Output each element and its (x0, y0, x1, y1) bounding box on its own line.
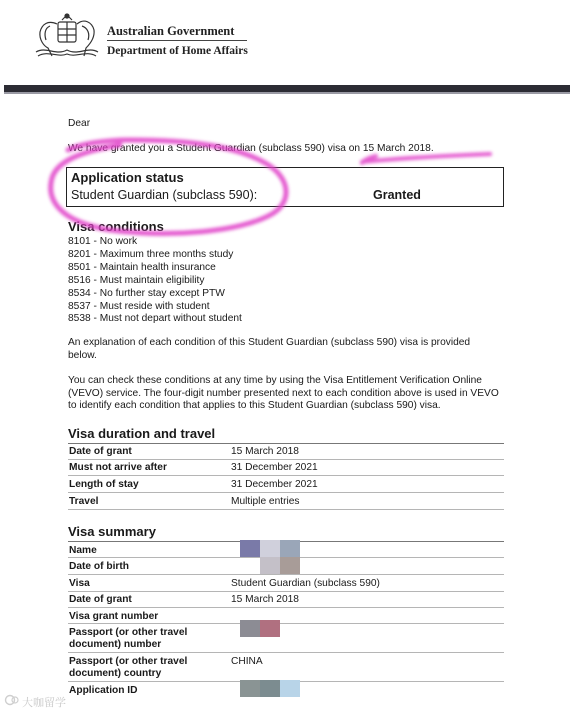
row-label: Visa (69, 578, 90, 589)
row-divider (68, 591, 504, 592)
visa-conditions-list (68, 236, 242, 326)
condition-item: 8534 - No further stay except PTW (68, 287, 225, 299)
header-band-shadow (4, 92, 570, 94)
greeting: Dear (68, 118, 91, 129)
application-status-title: Application status (71, 170, 184, 185)
row-divider (68, 475, 504, 476)
row-value: CHINA (231, 656, 263, 667)
row-value: 31 December 2021 (231, 479, 318, 490)
row-label: Passport (or other travel document) number (69, 627, 188, 650)
condition-item: 8537 - Must reside with student (68, 300, 210, 312)
row-label: Length of stay (69, 479, 139, 490)
department-name: Department of Home Affairs (107, 45, 248, 57)
row-value: Student Guardian (subclass 590) (231, 578, 380, 589)
application-status-visa: Student Guardian (subclass 590): (71, 188, 258, 202)
row-divider (68, 623, 504, 624)
conditions-explanation: An explanation of each condition of this Student Guardian (subclass 590) visa is provided below. (68, 337, 471, 361)
row-divider (68, 509, 504, 510)
condition-item: 8538 - Must not depart without student (68, 313, 242, 325)
condition-item: 8501 - Maintain health insurance (68, 261, 216, 273)
row-label: Name (69, 545, 97, 556)
row-value: 31 December 2021 (231, 462, 318, 473)
section-divider (68, 443, 504, 444)
row-value: 15 March 2018 (231, 446, 299, 457)
row-label: Must not arrive after (69, 462, 167, 473)
row-label: Date of grant (69, 594, 132, 605)
condition-item: 8516 - Must maintain eligibility (68, 274, 205, 286)
coat-of-arms-logo (32, 12, 102, 58)
row-divider (68, 607, 504, 608)
vevo-note: You can check these conditions at any time by using the Visa Entitlement Verification Online (VEVO) service. The four-digit number presented next to each condition above is used in VEVO to identify each condition that applies to this Student Guardian (subclass 590) visa. (68, 375, 499, 412)
row-label: Date of birth (69, 561, 129, 572)
row-divider (68, 492, 504, 493)
condition-item: 8201 - Maximum three months study (68, 248, 234, 260)
grant-sentence: We have granted you a Student Guardian (subclass 590) visa on 15 March 2018. (68, 143, 434, 154)
condition-item: 8101 - No work (68, 236, 138, 247)
visa-conditions-title: Visa conditions (68, 219, 164, 234)
row-label: Visa grant number (69, 611, 159, 622)
row-value: Multiple entries (231, 496, 300, 507)
watermark-logo-icon (4, 694, 20, 706)
agency-name: Australian Government (107, 24, 235, 38)
header-band (4, 85, 570, 92)
application-status-box (66, 167, 504, 207)
row-divider (68, 459, 504, 460)
row-label: Application ID (69, 685, 138, 696)
visa-summary-title: Visa summary (68, 524, 156, 539)
row-label: Date of grant (69, 446, 132, 457)
visa-duration-title: Visa duration and travel (68, 426, 216, 441)
row-value: 15 March 2018 (231, 594, 299, 605)
row-label: Passport (or other travel document) country (69, 656, 188, 679)
watermark-text: 大咖留学 (22, 696, 66, 709)
header-divider (107, 40, 247, 41)
application-status-result: Granted (373, 188, 421, 202)
row-divider (68, 652, 504, 653)
row-divider (68, 574, 504, 575)
row-label: Travel (69, 496, 99, 507)
